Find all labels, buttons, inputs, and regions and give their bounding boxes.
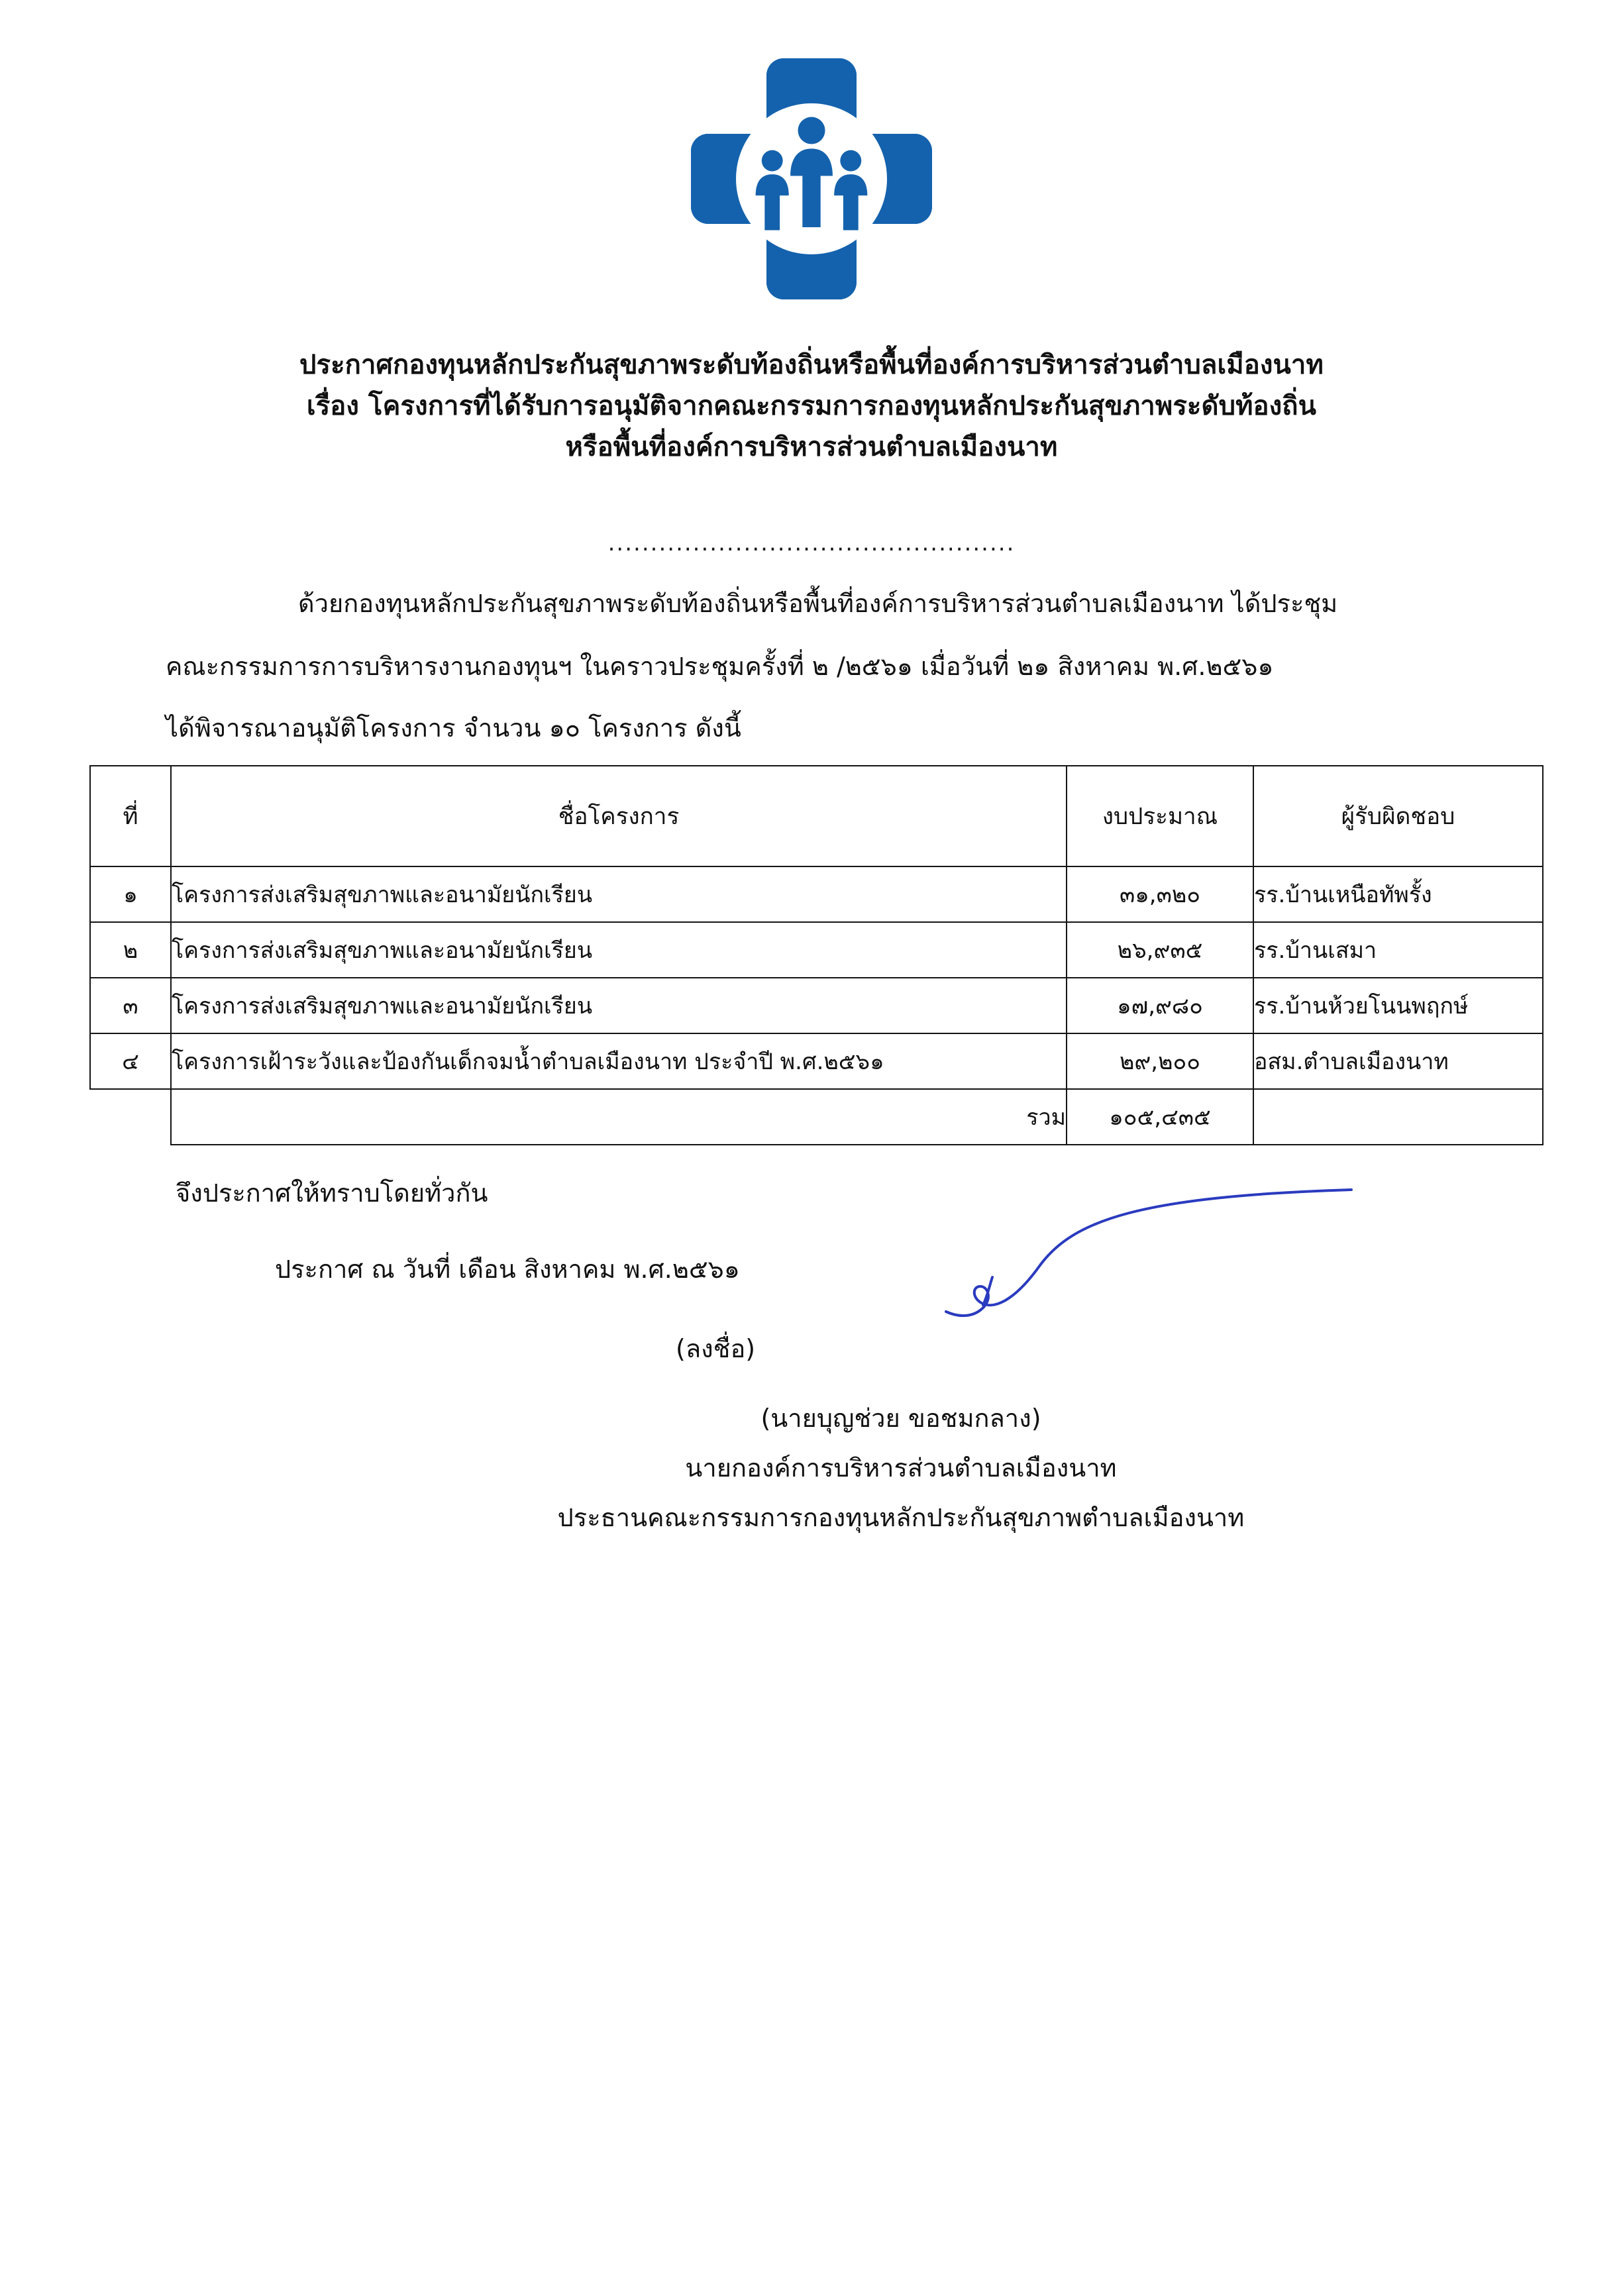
total-value: ๑๐๕,๔๓๕ <box>1067 1089 1253 1145</box>
row-project: โครงการส่งเสริมสุขภาพและอนามัยนักเรียน <box>171 866 1067 922</box>
signature-label: (ลงชื่อ) <box>676 1334 756 1363</box>
table-total-row <box>90 1089 1543 1145</box>
header-project: ชื่อโครงการ <box>171 766 1067 866</box>
row-no: ๒ <box>90 922 171 978</box>
closing-notice: จึงประกาศให้ทราบโดยทั่วกัน <box>176 1178 488 1208</box>
logo-container <box>0 53 1623 305</box>
row-project: โครงการเฝ้าระวังและป้องกันเด็กจมน้ำตำบลเมืองนาท ประจำปี พ.ศ.๒๕๖๑ <box>171 1033 1067 1089</box>
row-budget: ๒๙,๒๐๐ <box>1067 1033 1253 1089</box>
projects-table-container <box>89 765 1537 1145</box>
row-project: โครงการส่งเสริมสุขภาพและอนามัยนักเรียน <box>171 922 1067 978</box>
row-responsible: รร.บ้านเหนือทัพรั้ง <box>1253 866 1543 922</box>
health-cross-icon <box>686 53 937 305</box>
heading-line-3: หรือพื้นที่องค์การบริหารส่วนตำบลเมืองนาท <box>565 432 1058 462</box>
signer-position-2: ประธานคณะกรรมการกองทุนหลักประกันสุขภาพตำบลเมืองนาท <box>557 1503 1245 1532</box>
row-responsible: รร.บ้านห้วยโนนพฤกษ์ <box>1253 978 1543 1033</box>
row-project: โครงการส่งเสริมสุขภาพและอนามัยนักเรียน <box>171 978 1067 1033</box>
row-budget: ๒๖,๙๓๕ <box>1067 922 1253 978</box>
table-row <box>90 866 1543 922</box>
row-budget: ๑๗,๙๘๐ <box>1067 978 1253 1033</box>
row-no: ๑ <box>90 866 171 922</box>
heading-line-1: ประกาศกองทุนหลักประกันสุขภาพระดับท้องถิ่นหรือพื้นที่องค์การบริหารส่วนตำบลเมืองนาท <box>299 350 1324 380</box>
table-header-row <box>90 766 1543 866</box>
body-paragraph-2: คณะกรรมการการบริหารงานกองทุนฯ ในคราวประชุมครั้งที่ ๒ /๒๕๖๑ เมื่อวันที่ ๒๑ สิงหาคม พ.ศ.๒๕๖๑ <box>166 652 1274 681</box>
row-responsible: รร.บ้านเสมา <box>1253 922 1543 978</box>
total-label: รวม <box>171 1089 1067 1145</box>
heading-line-2: เรื่อง โครงการที่ได้รับการอนุมัติจากคณะกรรมการกองทุนหลักประกันสุขภาพระดับท้องถิ่น <box>306 391 1317 421</box>
row-no: ๔ <box>90 1033 171 1089</box>
header-budget: งบประมาณ <box>1067 766 1253 866</box>
document-heading <box>0 344 1623 468</box>
row-no: ๓ <box>90 978 171 1033</box>
signer-name: (นายบุญช่วย ขอชมกลาง) <box>760 1404 1041 1433</box>
body-paragraph-3: ได้พิจารณาอนุมัติโครงการ จำนวน ๑๐ โครงการ ดังนี้ <box>166 713 741 743</box>
row-budget: ๓๑,๓๒๐ <box>1067 866 1253 922</box>
heading-divider: ................................................ <box>607 530 1016 556</box>
row-responsible: อสม.ตำบลเมืองนาท <box>1253 1033 1543 1089</box>
announcement-date: ประกาศ ณ วันที่ เดือน สิงหาคม พ.ศ.๒๕๖๑ <box>275 1255 740 1284</box>
body-paragraph-1: ด้วยกองทุนหลักประกันสุขภาพระดับท้องถิ่นหรือพื้นที่องค์การบริหารส่วนตำบลเมืองนาท ได้ประชุม <box>298 589 1338 618</box>
table-row <box>90 1033 1543 1089</box>
table-row <box>90 978 1543 1033</box>
handwritten-signature <box>941 1186 1365 1338</box>
header-no: ที่ <box>90 766 171 866</box>
header-responsible: ผู้รับผิดชอบ <box>1253 766 1543 866</box>
projects-table <box>89 765 1544 1145</box>
signer-position-1: นายกองค์การบริหารส่วนตำบลเมืองนาท <box>685 1453 1117 1483</box>
family-figures-icon <box>736 103 887 254</box>
table-row <box>90 922 1543 978</box>
